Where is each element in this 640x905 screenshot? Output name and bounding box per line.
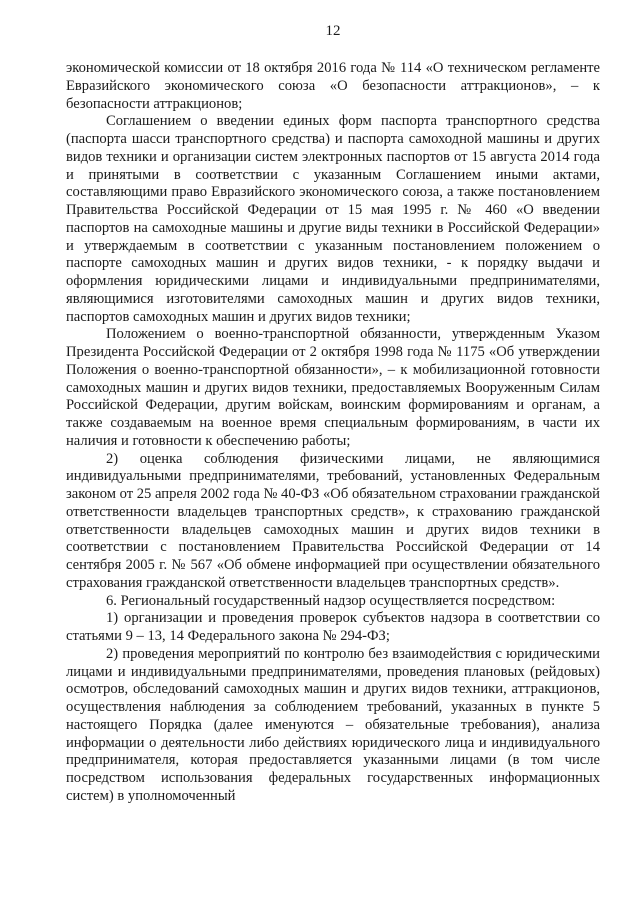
paragraph-item-6-1-inspections: 1) организации и проведения проверок субъектов надзора в соответствии со статьями 9 – 13, 14 Федерального закона № 294-ФЗ; xyxy=(66,610,600,644)
body-text xyxy=(66,60,600,806)
paragraph-passport-agreement: Соглашением о введении единых форм паспорта транспортного средства (паспорта шасси транспортного средства) и паспорта самоходной машины и других видов техники и организации систем электронных паспортов от 15 августа 2014 года и принятыми в соответствии с указанным Соглашением иными актами, составляющими право Евразийского экономического союза, а также постановлением Правительства Российской Федерации от 15 мая 1995 г. № 460 «О введении паспортов на самоходные машины и другие виды техники в Российской Федерации» и утверждаемым в соответствии с указанным постановлением положением о паспорте самоходных машин и других видов техники, - к порядку выдачи и оформления юридическими лицами и индивидуальными предпринимателями, являющимися изготовителями самоходных машин и других видов техники, паспортов самоходных машин и других видов техники; xyxy=(66,113,600,325)
paragraph-item-2-insurance: 2) оценка соблюдения физическими лицами, не являющимися индивидуальными предпринимателями, требований, установленных Федеральным законом от 25 апреля 2002 года № 40-ФЗ «Об обязательном страховании гражданской ответственности владельцев транспортных средств», к страхованию гражданской ответственности владельцев самоходных машин и других видов техники в соответствии с постановлением Правительства Российской Федерации от 14 сентября 2005 г. № 567 «Об обмене информацией при осуществлении обязательного страхования гражданской ответственности владельцев транспортных средств». xyxy=(66,450,600,591)
page-number: 12 xyxy=(325,23,341,39)
paragraph-item-6-2-control-measures: 2) проведения мероприятий по контролю без взаимодействия с юридическими лицами и индивидуальными предпринимателями, проведения плановых (рейдовых) осмотров, обследований самоходных машин и других видов техники, аттракционов, осуществления наблюдения за соблюдением требований, указанных в пункте 5 настоящего Порядка (далее именуются – обязательные требования), анализа информации о деятельности либо действиях юридического лица и индивидуального предпринимателя, которая предоставляется указанными лицами (в том числе посредством использования федеральных государственных информационных систем) в уполномоченный xyxy=(66,645,600,804)
paragraph-eaeu-regulation-end: экономической комиссии от 18 октября 2016 года № 114 «О техническом регламенте Евразийского экономического союза «О безопасности аттракционов», – к безопасности аттракционов; xyxy=(66,60,600,112)
paragraph-item-6-heading: 6. Региональный государственный надзор осуществляется посредством: xyxy=(106,592,556,609)
paragraph-military-transport-duty: Положением о военно-транспортной обязанности, утвержденным Указом Президента Российской Федерации от 2 октября 1998 года № 1175 «Об утверждении Положения о военно-транспортной обязанности», – к мобилизационной готовности самоходных машин и других видов техники, предоставляемых Вооруженным Силам Российской Федерации, другим войскам, воинским формированиям и органам, а также создаваемым на военное время специальным формированиям, в части их наличия и готовности к обеспечению работы; xyxy=(66,326,600,449)
